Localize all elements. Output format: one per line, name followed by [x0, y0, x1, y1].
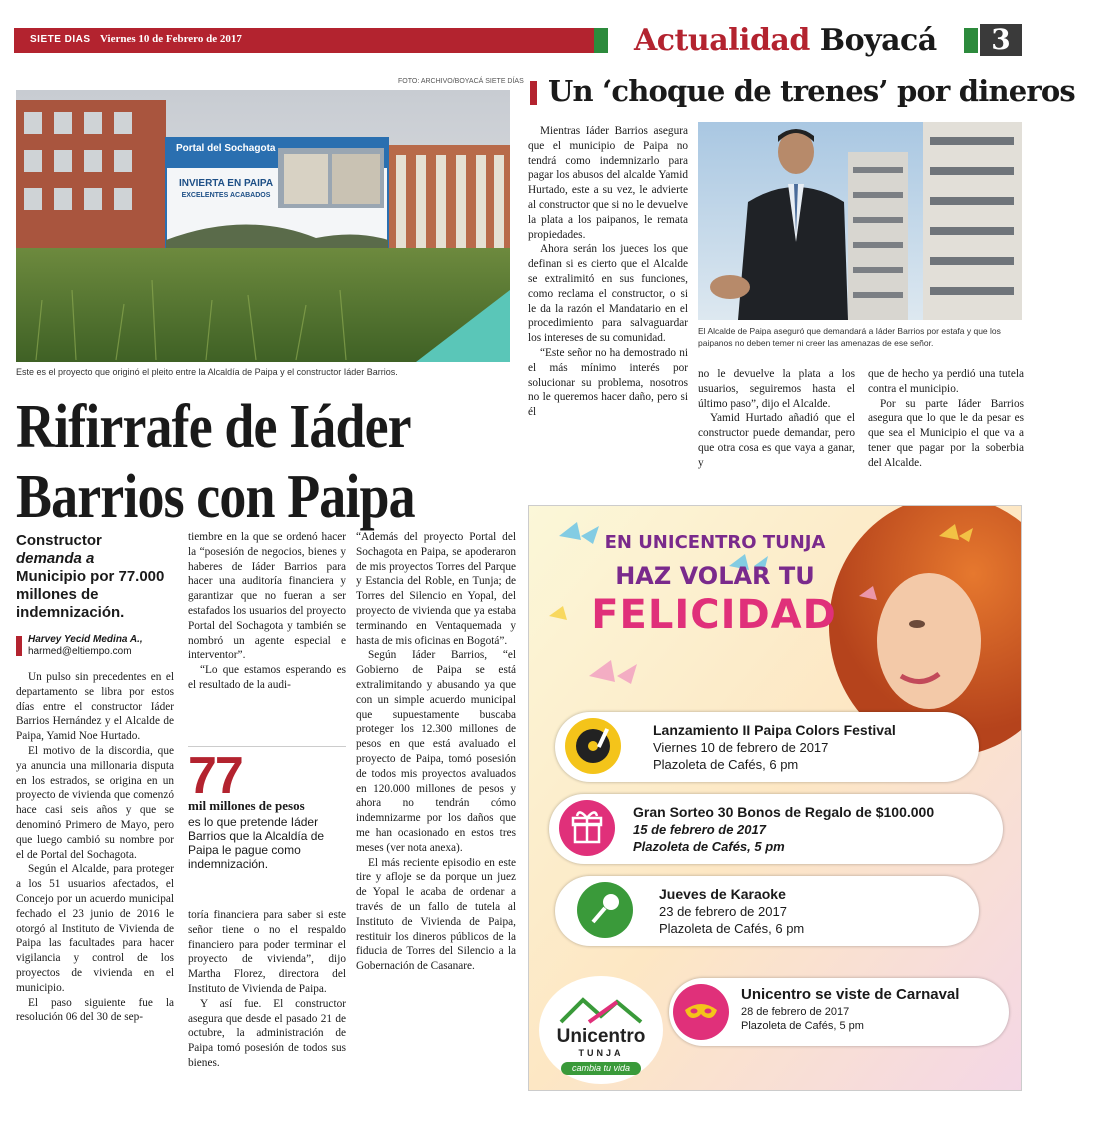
byline-accent [16, 636, 22, 656]
unicentro-ad[interactable] [528, 505, 1022, 1091]
ad-event-title: Lanzamiento II Paipa Colors Festival [653, 722, 896, 738]
ad-event-place: Plazoleta de Cafés, 5 pm [741, 1020, 864, 1032]
paragraph: El motivo de la discordia, que ya anuncia una millonaria disputa en los estrados, se origina en un proyecto de vivienda que comenzó hace casi seis años y que se denominó Primero de Mayo, pero que luego cambió su nombre por el de Portal del Sochagota. [16, 744, 174, 861]
paragraph: tiembre en la que se ordenó hacer la “posesión de negocios, bienes y haberes de Iáder Barrios para hacer una auditoría financiera y garantizar que no fueran a ser estafados los usuarios del proyecto Portal del Sochagota y también se nombró un agente especial e interventor”. [188, 531, 346, 662]
sub-article-col1 [528, 124, 688, 420]
main-photo-caption: Este es el proyecto que originó el pleito entre la Alcaldía de Paipa y el constructor Iáder Barrios. [16, 367, 398, 377]
logo-name: Unicentro [556, 1026, 646, 1047]
mayor-photo-caption: El Alcalde de Paipa aseguró que demandará a Iáder Barrios por estafa y que los paipanos no deben temer ni creer las amenazas de ese señor. [698, 326, 1001, 348]
ad-line2: HAZ VOLAR TU [615, 562, 815, 590]
deck-line2: demanda a [16, 550, 95, 567]
main-article-col3 [356, 530, 516, 974]
main-article-col2-top [188, 530, 346, 693]
section-title [634, 23, 937, 58]
paragraph: “Lo que estamos esperando es el resultado de la audi- [188, 664, 346, 691]
paragraph: El paso siguiente fue la resolución 06 del 30 de sep- [16, 996, 174, 1024]
paragraph: Un pulso sin precedentes en el departamento se libra por estos días entre el constructor Iáder Barrios Hernández y el Alcalde de Paipa, Yamid Noe Hurtado. [16, 671, 174, 743]
ad-event-title: Unicentro se viste de Carnaval [741, 986, 960, 1003]
ad-event-date: 15 de febrero de 2017 [633, 822, 766, 837]
ad-event-place: Plazoleta de Cafés, 5 pm [633, 839, 785, 854]
main-article-col2-bottom [188, 908, 346, 1071]
header-bar [14, 28, 596, 53]
unicentro-logo [539, 976, 663, 1084]
billboard-headline: INVIERTA EN PAIPA [178, 178, 274, 189]
deck [16, 532, 178, 622]
ad-line1: EN UNICENTRO TUNJA [604, 532, 826, 553]
billboard-brand: Portal del Sochagota [176, 143, 276, 154]
deck-line1: Constructor [16, 532, 102, 549]
ad-event-date: 28 de febrero de 2017 [741, 1006, 850, 1018]
gift-icon [559, 800, 615, 856]
paragraph: Según el Alcalde, para proteger a los 51 usuarios afectados, el Concejo por un acuerdo municipal fechado el 23 junio de 2016 le otorgó al Instituto de Vivienda de Paipa las facultades para hacer vigilancia y control de los proyectos de vivienda en el municipio. [16, 863, 174, 994]
paragraph: no le devuelve la plata a los usuarios, seguiremos hasta el último paso”, dijo el Alcalde. [698, 368, 855, 410]
byline-email: harmed@eltiempo.com [28, 646, 132, 657]
ad-event-date: 23 de febrero de 2017 [659, 904, 787, 919]
sub-article-col2 [698, 367, 855, 471]
ad-event-place: Plazoleta de Cafés, 6 pm [659, 921, 805, 936]
logo-slogan: cambia tu vida [561, 1062, 641, 1075]
paragraph: toría financiera para saber si este señor tiene o no el respaldo financiero para poder terminar el proyecto de vivienda”, dijo Martha Florez, directora del Instituto de Vivienda de Paipa. [188, 909, 346, 995]
paragraph: Yamid Hurtado añadió que el constructor puede demandar, pero que otra cosa es que vaya a ganar, y [698, 412, 855, 469]
callout-text: es lo que pretende Iáder Barrios que la Alcaldía de Paipa le pague como indemnización. [188, 815, 325, 871]
main-headline [16, 392, 451, 532]
paragraph: Por su parte Iáder Barrios asegura que lo que le da pesar es que sea el Municipio el que va a tener que pagar por la soberbia del Alcalde. [868, 397, 1024, 469]
paragraph: Según Iáder Barrios, “el Gobierno de Paipa se está extralimitando y abusando ya que con un simple acuerdo municipal que supuestamente buscaba proteger los 12.300 millones de pesos en que está avaluado el proyecto de Paipa, tomó posesión de todos mis proyectos avaluados en 120.000 millones de pesos y ahora no tendrán cómo indemnizarme por los daños que me han ocasionado en estos tres meses (ver nota anexa). [356, 649, 516, 854]
callout-label: mil millones de pesos [188, 798, 305, 813]
section-title-part1: Actualidad [634, 23, 810, 58]
ad-event-4[interactable] [669, 978, 1009, 1046]
page-number: 3 [980, 24, 1022, 56]
sub-article-col3 [868, 367, 1024, 471]
main-headline-line2: Barrios con Paipa [16, 463, 415, 531]
paragraph: El más reciente episodio en este tire y afloje se da porque un juez de Yopal le acaba de ordenar a través de un fallo de tutela al Instituto de Vivienda de Paipa, restituir los dineros públicos de la fiducia de Torres del Silencio a la Gobernación de Casanare. [356, 856, 516, 973]
brand-label: SIETE DIAS [30, 34, 91, 45]
ad-event-2[interactable] [549, 794, 1003, 864]
header-accent [594, 28, 608, 53]
billboard-sub: EXCELENTES ACABADOS [181, 192, 271, 199]
logo-city: TUNJA [578, 1048, 624, 1058]
ad-event-place: Plazoleta de Cafés, 6 pm [653, 757, 799, 772]
paragraph: “Además del proyecto Portal del Sochagota en Paipa, se apoderaron de mis proyectos Torres del Parque y Estancia del Roble, en Tunja; de Torres del Silencio en Yopal, del proyecto de vivienda que ya estaba terminando en Ventaquemada y hasta de mis oficinas en Bogotá”. [356, 531, 516, 647]
ad-event-title: Jueves de Karaoke [659, 886, 786, 902]
main-headline-line1: Rifirrafe de Iáder [16, 393, 411, 461]
paragraph: Y así fue. El constructor asegura que desde el pasado 21 de octubre, la administración de Paipa tomó posesión de todos sus bienes. [188, 997, 346, 1069]
paragraph: Mientras Iáder Barrios asegura que el municipio de Paipa no tendrá como indemnizarlo para pagar los abusos del alcalde Yamid Hurtado, este a su vez, le advierte al constructor que si no le devuelve la plata a los paipanos, le remata propiedades. [528, 125, 688, 241]
subhead-accent [530, 81, 537, 105]
paragraph: que de hecho ya perdió una tutela contra el municipio. [868, 368, 1024, 395]
byline-name: Harvey Yecid Medina A., [28, 634, 143, 645]
ad-line3: FELICIDAD [591, 592, 837, 638]
mountains-logo-icon [559, 994, 643, 1024]
ad-event-3[interactable] [555, 876, 979, 946]
issue-date: Viernes 10 de Febrero de 2017 [100, 33, 242, 45]
carnival-mask-icon [673, 984, 729, 1040]
deck-line3: Municipio por 77.000 millones de indemnización. [16, 568, 165, 621]
music-icon [565, 718, 621, 774]
paragraph: Ahora serán los jueces los que definan si es cierto que el Alcalde se extralimitó en sus funciones, como reclama el constructor, o si le da la razón el Mandatario en el procedimiento para salvaguardar los intereses de su comunidad. [528, 243, 688, 345]
mayor-photo [698, 122, 1022, 320]
ad-event-title: Gran Sorteo 30 Bonos de Regalo de $100.000 [633, 804, 935, 820]
section-title-part2: Boyacá [819, 23, 937, 58]
ad-event-1[interactable] [555, 712, 979, 782]
callout-number: 77 [188, 747, 242, 805]
sub-article-headline: Un ‘choque de trenes’ por dineros [548, 74, 1075, 108]
ad-event-date: Viernes 10 de febrero de 2017 [653, 740, 829, 755]
photo-credit: FOTO: ARCHIVO/BOYACÁ SIETE DÍAS [398, 78, 524, 85]
page-accent [964, 28, 978, 53]
paragraph: “Este señor no ha demostrado ni el más mínimo interés por solucionar su problema, nosotros no le queremos hacer daño, pero si él [528, 346, 688, 419]
main-photo [16, 90, 510, 362]
main-article-col1 [16, 670, 174, 1025]
microphone-icon [577, 882, 633, 938]
